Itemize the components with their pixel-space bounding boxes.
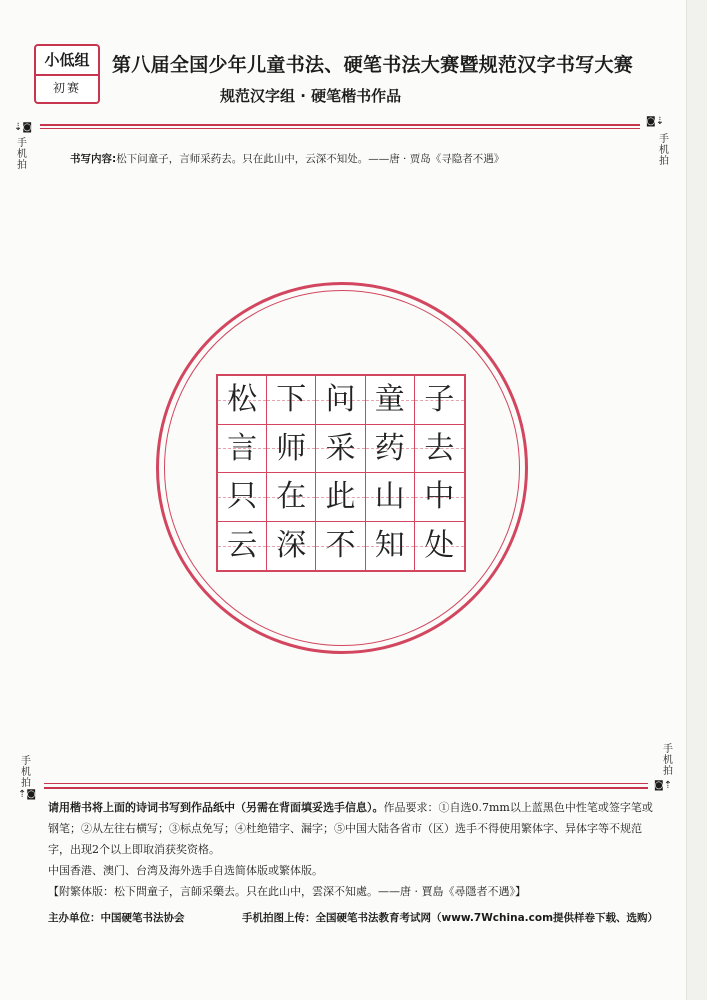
page-subtitle: 规范汉字组 · 硬笔楷书作品 — [220, 87, 402, 105]
grid-cell: 师 — [267, 425, 316, 474]
group-badge — [34, 44, 100, 104]
grid-cell: 中 — [415, 473, 464, 522]
grid-cell: 下 — [267, 376, 316, 425]
instructions — [48, 797, 663, 902]
instructions-requirements: 作品要求：①自选0.7mm以上蓝黑色中性笔或签字笔或钢笔；②从左往右横写；③标点免写；④杜绝错字、漏字；⑤中国大陆各省市（区）选手不得使用繁体字、异体字等不规范字，出现2个以上即取消获奖资格。 — [48, 801, 653, 856]
phone-capture-label-right: 手机拍 — [663, 744, 673, 777]
grid-cell: 山 — [366, 473, 415, 522]
character-grid — [216, 374, 466, 572]
grid-cell: 松 — [218, 376, 267, 425]
writing-content-label: 书写内容: — [70, 153, 117, 165]
footer-organizer: 主办单位：中国硬笔书法协会 — [48, 912, 185, 924]
instructions-lead: 请用楷书将上面的诗词书写到作品纸中（另需在背面填妥选手信息）。 — [48, 801, 384, 814]
grid-cell: 童 — [366, 376, 415, 425]
grid-cell: 采 — [316, 425, 365, 474]
bottom-rule — [44, 787, 648, 789]
scan-edge — [686, 0, 707, 1000]
grid-cell: 深 — [267, 522, 316, 571]
group-label: 小低组 — [36, 46, 98, 76]
grid-cell: 子 — [415, 376, 464, 425]
grid-cell: 此 — [316, 473, 365, 522]
grid-cell: 不 — [316, 522, 365, 571]
footer-upload: 手机拍图上传：全国硬笔书法教育考试网（www.7Wchina.com提供样卷下载、选购） — [242, 912, 659, 924]
bottom-rule-thin — [44, 783, 648, 784]
grid-cell: 在 — [267, 473, 316, 522]
writing-content — [70, 151, 504, 166]
camera-icon: ⇡◙ — [18, 789, 37, 800]
grid-cell: 云 — [218, 522, 267, 571]
writing-content-text: 松下问童子，言师采药去。只在此山中，云深不知处。——唐 · 贾岛《寻隐者不遇》 — [116, 153, 505, 165]
grid-cell: 知 — [366, 522, 415, 571]
phone-capture-label-right: 手机拍 — [659, 134, 669, 167]
camera-icon: ⇣◙ — [14, 122, 33, 133]
camera-icon: ◙⇡ — [654, 780, 673, 791]
instructions-region-note: 中国香港、澳门、台湾及海外选手自选简体版或繁体版。 — [48, 864, 323, 877]
page-title: 第八届全国少年儿童书法、硬笔书法大赛暨规范汉字书写大赛 — [112, 54, 634, 76]
grid-cell: 去 — [415, 425, 464, 474]
instructions-traditional: 【附繁体版：松下問童子，言師采藥去。只在此山中，雲深不知處。——唐 · 賈島《尋隱者不遇》】 — [48, 885, 526, 898]
stage-label: 初赛 — [52, 81, 81, 95]
camera-icon: ◙⇣ — [646, 116, 665, 127]
grid-cell: 处 — [415, 522, 464, 571]
grid-cell: 只 — [218, 473, 267, 522]
top-rule — [40, 124, 640, 126]
grid-cell: 问 — [316, 376, 365, 425]
grid-cell: 言 — [218, 425, 267, 474]
grid-cell: 药 — [366, 425, 415, 474]
top-rule-thin — [40, 128, 640, 129]
phone-capture-label-left: 手机拍 — [21, 756, 31, 789]
phone-capture-label-left: 手机拍 — [17, 138, 27, 171]
